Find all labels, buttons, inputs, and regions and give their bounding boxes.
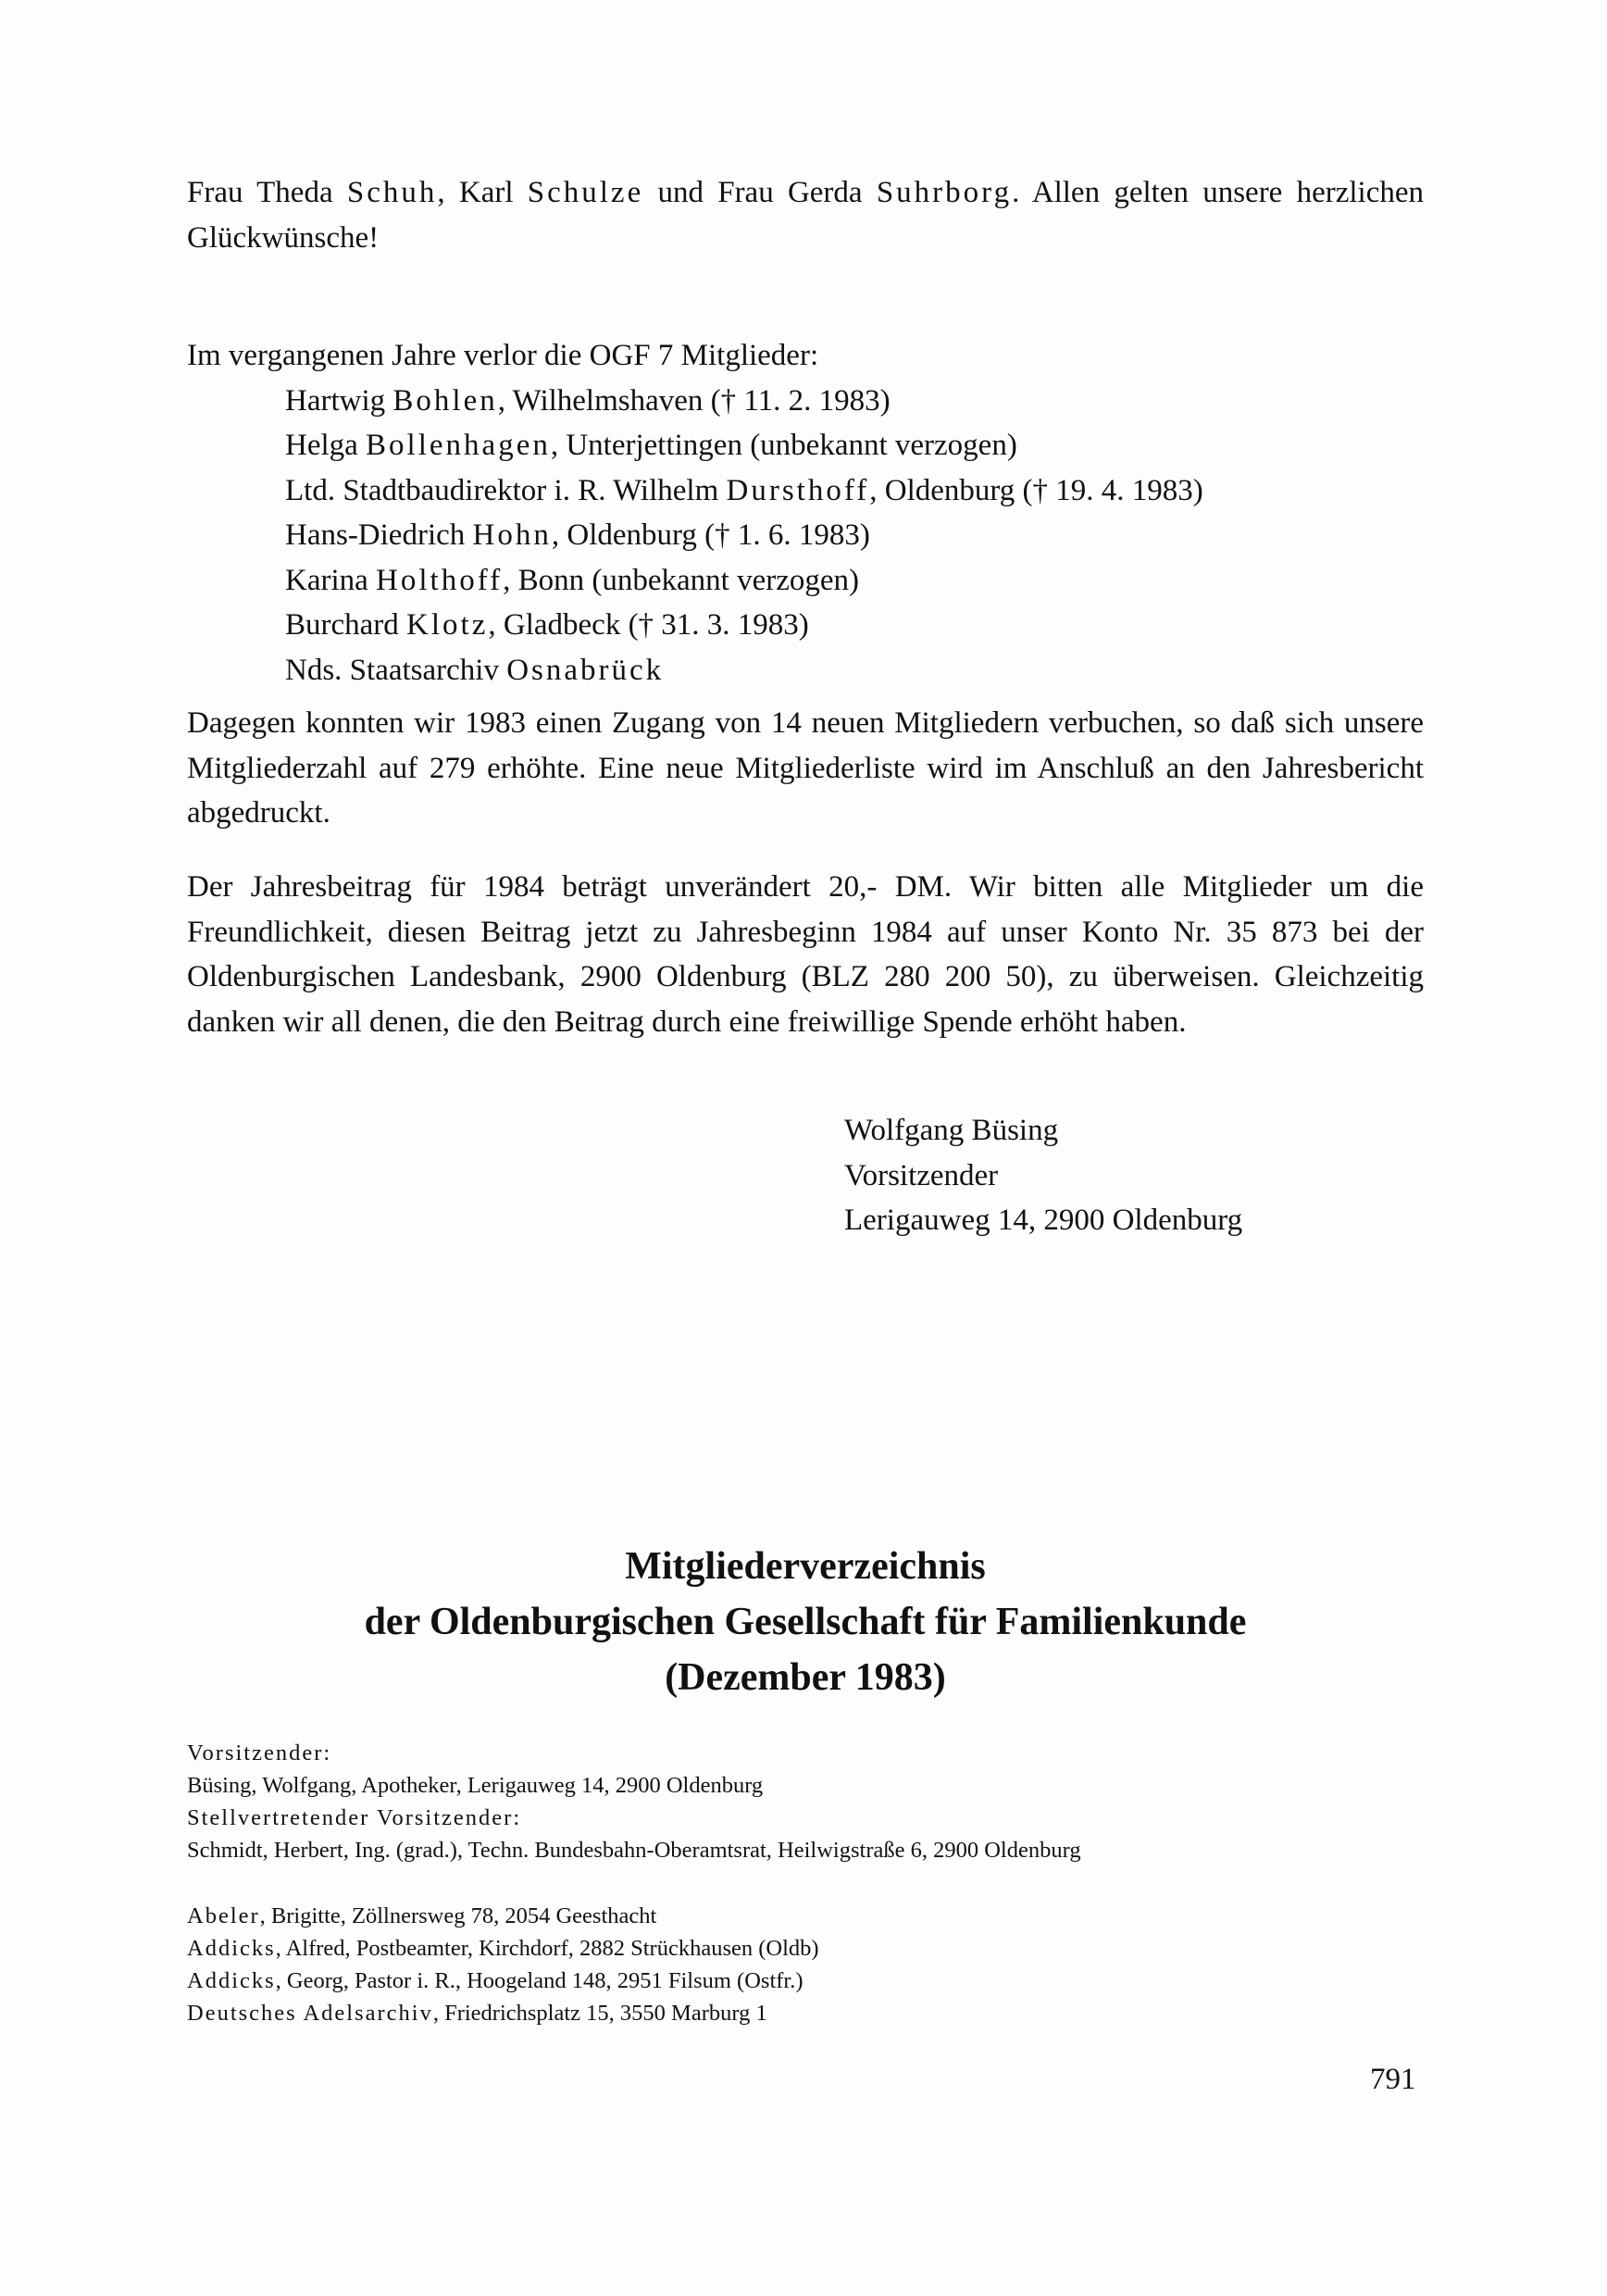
title-line: der Oldenburgischen Gesellschaft für Familienkunde	[364, 1601, 1247, 1643]
member-name: Deutsches Adelsarchiv	[187, 2001, 433, 2026]
deaths-heading: Im vergangenen Jahre verlor die OGF 7 Mitglieder:	[187, 339, 819, 372]
list-item: Helga Bollenhagen, Unterjettingen (unbekannt verzogen)	[285, 429, 1017, 462]
surname: Schuh	[346, 176, 438, 209]
text-fragment: und Frau Gerda	[643, 176, 877, 209]
signature-name: Wolfgang Büsing	[844, 1114, 1059, 1147]
surname: Schulze	[527, 176, 644, 209]
surname: Hohn	[472, 518, 552, 552]
member-entry: Addicks, Georg, Pastor i. R., Hoogeland 148, 2951 Filsum (Ostfr.)	[187, 1968, 804, 1993]
members-list	[187, 1900, 1424, 2029]
member-entry: Abeler, Brigitte, Zöllnersweg 78, 2054 Geesthacht	[187, 1903, 657, 1928]
surname: Bollenhagen	[366, 429, 551, 462]
directory-title	[187, 1539, 1424, 1705]
list-item: Hartwig Bohlen, Wilhelmshaven († 11. 2. 1983)	[285, 383, 891, 418]
board-role: Stellvertretender Vorsitzender:	[187, 1805, 522, 1830]
text-fragment: , Karl	[437, 176, 528, 209]
member-entry: Addicks, Alfred, Postbeamter, Kirchdorf, 2882 Strückhausen (Oldb)	[187, 1936, 819, 1961]
surname: Bohlen	[392, 383, 498, 418]
surname: Holthoff	[376, 563, 504, 597]
list-item: Karina Holthoff, Bonn (unbekannt verzogen)	[285, 563, 859, 597]
deaths-section	[187, 333, 1424, 693]
signature-block	[844, 1108, 1242, 1243]
board-entry: Büsing, Wolfgang, Apotheker, Lerigauweg 14, 2900 Oldenburg	[187, 1773, 764, 1798]
text-fragment: Frau Theda	[187, 176, 347, 209]
list-item: Nds. Staatsarchiv Osnabrück	[285, 653, 665, 687]
signature-address: Lerigauweg 14, 2900 Oldenburg	[844, 1204, 1243, 1237]
surname: Osnabrück	[506, 653, 665, 687]
surname: Suhrborg	[876, 176, 1013, 209]
member-name: Addicks	[187, 1968, 276, 1993]
growth-paragraph: Dagegen konnten wir 1983 einen Zugang von 14 neuen Mitgliedern verbuchen, so daß sich unsere Mitgliederzahl auf 279 erhöhte. Eine neue Mitgliederliste wird im Anschluß an den Jahresbericht abgedruckt.	[187, 706, 1424, 830]
page-number: 791	[1370, 2063, 1416, 2096]
intro-paragraph	[187, 170, 1424, 260]
signature-role: Vorsitzender	[844, 1158, 999, 1192]
surname: Dursthoff	[726, 473, 870, 507]
board-list	[187, 1737, 1424, 1866]
title-line: Mitgliederverzeichnis	[625, 1545, 986, 1588]
member-name: Addicks	[187, 1936, 276, 1961]
list-item: Burchard Klotz, Gladbeck († 31. 3. 1983)	[285, 608, 809, 642]
member-name: Abeler	[187, 1903, 260, 1928]
text-fragment: . Allen gelten unsere herzlichen Glückwünsche!	[187, 176, 1424, 255]
board-entry: Schmidt, Herbert, Ing. (grad.), Techn. Bundesbahn-Oberamtsrat, Heilwigstraße 6, 2900 Oldenburg	[187, 1838, 1081, 1863]
board-role: Vorsitzender:	[187, 1741, 332, 1766]
title-line: (Dezember 1983)	[665, 1656, 946, 1699]
list-item: Hans-Diedrich Hohn, Oldenburg († 1. 6. 1983)	[285, 518, 870, 552]
member-entry: Deutsches Adelsarchiv, Friedrichsplatz 15, 3550 Marburg 1	[187, 2001, 767, 2026]
surname: Klotz	[406, 608, 489, 642]
list-item: Ltd. Stadtbaudirektor i. R. Wilhelm Dursthoff, Oldenburg († 19. 4. 1983)	[285, 473, 1203, 507]
fee-paragraph: Der Jahresbeitrag für 1984 beträgt unverändert 20,- DM. Wir bitten alle Mitglieder um die Freundlichkeit, diesen Beitrag jetzt zu Jahresbeginn 1984 auf unser Konto Nr. 35 873 bei der Oldenburgischen Landesbank, 2900 Oldenburg (BLZ 280 200 50), zu überweisen. Gleichzeitig danken wir all denen, die den Beitrag durch eine freiwillige Spende erhöht haben.	[187, 870, 1424, 1039]
